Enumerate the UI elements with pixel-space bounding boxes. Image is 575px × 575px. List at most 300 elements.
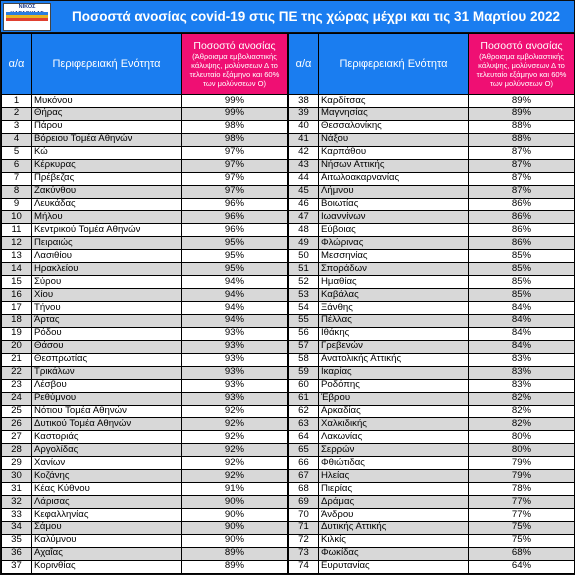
row-immunity: 86% <box>469 224 575 237</box>
table-row <box>289 444 575 457</box>
row-immunity: 80% <box>469 431 575 444</box>
table-row <box>2 457 288 470</box>
table-row <box>2 133 288 146</box>
row-region: Λασιθίου <box>32 250 182 263</box>
row-immunity: 87% <box>469 146 575 159</box>
table-row <box>2 327 288 340</box>
row-region: Σποράδων <box>319 263 469 276</box>
row-immunity: 75% <box>469 534 575 547</box>
row-immunity: 92% <box>182 405 288 418</box>
row-region: Πιερίας <box>319 483 469 496</box>
row-region: Νότιου Τομέα Αθηνών <box>32 405 182 418</box>
row-number: 3 <box>2 120 32 133</box>
table-row <box>2 379 288 392</box>
table-row <box>289 95 575 108</box>
table-row <box>289 185 575 198</box>
row-number: 1 <box>2 95 32 108</box>
table-row <box>289 314 575 327</box>
row-immunity: 75% <box>469 521 575 534</box>
table-row <box>289 405 575 418</box>
table-row <box>289 392 575 405</box>
row-region: Λέσβου <box>32 379 182 392</box>
row-number: 33 <box>2 509 32 522</box>
row-immunity: 85% <box>469 250 575 263</box>
row-region: Αιτωλοακαρνανίας <box>319 172 469 185</box>
row-immunity: 83% <box>469 379 575 392</box>
table-row <box>289 534 575 547</box>
table-row <box>289 146 575 159</box>
row-immunity: 87% <box>469 185 575 198</box>
row-number: 58 <box>289 353 319 366</box>
table-row <box>289 224 575 237</box>
row-number: 22 <box>2 366 32 379</box>
row-region: Μυκόνου <box>32 95 182 108</box>
row-immunity: 85% <box>469 289 575 302</box>
row-region: Αρκαδίας <box>319 405 469 418</box>
row-immunity: 93% <box>182 327 288 340</box>
row-region: Λήμνου <box>319 185 469 198</box>
row-number: 56 <box>289 327 319 340</box>
row-number: 62 <box>289 405 319 418</box>
row-immunity: 90% <box>182 509 288 522</box>
table-row <box>2 159 288 172</box>
row-number: 16 <box>2 289 32 302</box>
row-region: Θεσσαλονίκης <box>319 120 469 133</box>
row-immunity: 82% <box>469 405 575 418</box>
row-immunity: 98% <box>182 120 288 133</box>
row-region: Ευρυτανίας <box>319 560 469 573</box>
table-row <box>2 146 288 159</box>
header-immunity-note: (Άθροισμα εμβολιαστικής κάλυψης, μολύνσεων Δ το τελευταίο εξάμηνο και 60% των μολύνσεων Ο) <box>476 52 567 88</box>
row-immunity: 92% <box>182 431 288 444</box>
table-right-body <box>289 95 575 574</box>
row-number: 68 <box>289 483 319 496</box>
table-row <box>2 560 288 573</box>
table-row <box>2 263 288 276</box>
row-region: Ρεθύμνου <box>32 392 182 405</box>
table-row <box>2 418 288 431</box>
row-region: Σύρου <box>32 276 182 289</box>
row-number: 53 <box>289 289 319 302</box>
table-row <box>289 418 575 431</box>
row-immunity: 89% <box>182 547 288 560</box>
row-number: 63 <box>289 418 319 431</box>
row-number: 26 <box>2 418 32 431</box>
row-region: Ιωαννίνων <box>319 211 469 224</box>
row-number: 5 <box>2 146 32 159</box>
row-region: Νάξου <box>319 133 469 146</box>
row-number: 15 <box>2 276 32 289</box>
table-row <box>289 172 575 185</box>
row-region: Ηρακλείου <box>32 263 182 276</box>
row-immunity: 97% <box>182 146 288 159</box>
row-region: Μήλου <box>32 211 182 224</box>
row-immunity: 84% <box>469 327 575 340</box>
row-number: 27 <box>2 431 32 444</box>
row-region: Φθιώτιδας <box>319 457 469 470</box>
row-number: 50 <box>289 250 319 263</box>
row-immunity: 94% <box>182 276 288 289</box>
row-region: Καρδίτσας <box>319 95 469 108</box>
row-immunity: 88% <box>469 133 575 146</box>
table-row <box>289 107 575 120</box>
row-immunity: 79% <box>469 470 575 483</box>
logo-stripes-icon <box>6 12 48 21</box>
row-region: Κοζάνης <box>32 470 182 483</box>
table-row <box>289 457 575 470</box>
row-number: 34 <box>2 521 32 534</box>
table-row <box>2 405 288 418</box>
row-number: 12 <box>2 237 32 250</box>
row-immunity: 88% <box>469 120 575 133</box>
table-row <box>2 211 288 224</box>
row-immunity: 92% <box>182 418 288 431</box>
row-region: Δυτικού Τομέα Αθηνών <box>32 418 182 431</box>
header-immunity-title: Ποσοστό ανοσίας <box>193 40 276 52</box>
row-region: Άρτας <box>32 314 182 327</box>
table-row <box>289 340 575 353</box>
author-logo <box>3 3 51 31</box>
table-row <box>289 547 575 560</box>
row-region: Φλώρινας <box>319 237 469 250</box>
row-region: Ιθάκης <box>319 327 469 340</box>
row-number: 29 <box>2 457 32 470</box>
row-region: Ανατολικής Αττικής <box>319 353 469 366</box>
table-row <box>2 95 288 108</box>
row-immunity: 82% <box>469 392 575 405</box>
row-region: Λευκάδας <box>32 198 182 211</box>
row-immunity: 87% <box>469 172 575 185</box>
row-immunity: 85% <box>469 263 575 276</box>
header-immunity-note: (Άθροισμα εμβολιαστικής κάλυψης, μολύνσεων Δ το τελευταίο εξάμηνο και 60% των μολύνσεων Ο) <box>189 52 280 88</box>
row-immunity: 94% <box>182 302 288 315</box>
row-immunity: 91% <box>182 483 288 496</box>
row-region: Καβάλας <box>319 289 469 302</box>
row-region: Αχαΐας <box>32 547 182 560</box>
row-region: Τρικάλων <box>32 366 182 379</box>
row-immunity: 99% <box>182 95 288 108</box>
table-row <box>289 521 575 534</box>
table-row <box>2 547 288 560</box>
row-region: Ρόδου <box>32 327 182 340</box>
row-region: Δυτικής Αττικής <box>319 521 469 534</box>
row-number: 19 <box>2 327 32 340</box>
row-immunity: 80% <box>469 444 575 457</box>
row-number: 71 <box>289 521 319 534</box>
row-immunity: 93% <box>182 353 288 366</box>
header-immunity <box>182 34 288 95</box>
row-number: 60 <box>289 379 319 392</box>
row-immunity: 77% <box>469 509 575 522</box>
row-immunity: 83% <box>469 366 575 379</box>
table-row <box>289 496 575 509</box>
row-number: 49 <box>289 237 319 250</box>
table-row <box>2 120 288 133</box>
table-row <box>289 263 575 276</box>
row-number: 13 <box>2 250 32 263</box>
row-number: 43 <box>289 159 319 172</box>
row-immunity: 90% <box>182 496 288 509</box>
row-region: Πειραιώς <box>32 237 182 250</box>
row-immunity: 64% <box>469 560 575 573</box>
row-region: Πάρου <box>32 120 182 133</box>
table-row <box>2 509 288 522</box>
row-number: 52 <box>289 276 319 289</box>
row-number: 51 <box>289 263 319 276</box>
row-number: 32 <box>2 496 32 509</box>
header-immunity-title: Ποσοστό ανοσίας <box>480 40 563 52</box>
row-number: 20 <box>2 340 32 353</box>
row-number: 18 <box>2 314 32 327</box>
row-immunity: 96% <box>182 224 288 237</box>
table-row <box>289 133 575 146</box>
table-row <box>289 470 575 483</box>
table-row <box>2 314 288 327</box>
row-region: Τήνου <box>32 302 182 315</box>
table-header-row <box>289 34 575 95</box>
row-number: 7 <box>2 172 32 185</box>
table-row <box>2 521 288 534</box>
row-immunity: 83% <box>469 353 575 366</box>
table-row <box>289 509 575 522</box>
table-row <box>289 120 575 133</box>
row-region: Σερρών <box>319 444 469 457</box>
row-number: 74 <box>289 560 319 573</box>
row-region: Σάμου <box>32 521 182 534</box>
row-immunity: 97% <box>182 159 288 172</box>
page-title: Ποσοστά ανοσίας covid-19 στις ΠΕ της χώρας μέχρι και τις 31 Μαρτίου 2022 <box>71 9 561 24</box>
row-immunity: 96% <box>182 198 288 211</box>
row-number: 2 <box>2 107 32 120</box>
row-immunity: 95% <box>182 263 288 276</box>
table-right <box>288 33 575 574</box>
row-number: 48 <box>289 224 319 237</box>
row-number: 4 <box>2 133 32 146</box>
row-immunity: 89% <box>182 560 288 573</box>
row-immunity: 90% <box>182 521 288 534</box>
table-row <box>2 276 288 289</box>
row-region: Κέρκυρας <box>32 159 182 172</box>
row-immunity: 84% <box>469 340 575 353</box>
title-bar <box>1 1 574 32</box>
row-region: Ζακύνθου <box>32 185 182 198</box>
row-immunity: 92% <box>182 470 288 483</box>
table-row <box>289 276 575 289</box>
row-number: 54 <box>289 302 319 315</box>
row-region: Ηλείας <box>319 470 469 483</box>
row-number: 40 <box>289 120 319 133</box>
row-region: Βοιωτίας <box>319 198 469 211</box>
row-region: Άνδρου <box>319 509 469 522</box>
table-row <box>289 379 575 392</box>
row-number: 72 <box>289 534 319 547</box>
row-immunity: 86% <box>469 237 575 250</box>
row-number: 35 <box>2 534 32 547</box>
row-region: Κώ <box>32 146 182 159</box>
row-region: Θάσου <box>32 340 182 353</box>
row-number: 64 <box>289 431 319 444</box>
row-immunity: 78% <box>469 483 575 496</box>
row-immunity: 92% <box>182 444 288 457</box>
table-row <box>2 302 288 315</box>
row-immunity: 92% <box>182 457 288 470</box>
row-immunity: 94% <box>182 289 288 302</box>
row-region: Λακωνίας <box>319 431 469 444</box>
table-header-row <box>2 34 288 95</box>
table-row <box>289 431 575 444</box>
row-immunity: 97% <box>182 185 288 198</box>
row-number: 37 <box>2 560 32 573</box>
row-number: 44 <box>289 172 319 185</box>
table-row <box>2 483 288 496</box>
row-immunity: 93% <box>182 379 288 392</box>
row-region: Κεφαλληνίας <box>32 509 182 522</box>
row-immunity: 93% <box>182 366 288 379</box>
row-immunity: 93% <box>182 340 288 353</box>
row-region: Πρέβεζας <box>32 172 182 185</box>
table-row <box>2 366 288 379</box>
table-row <box>289 353 575 366</box>
table-row <box>289 289 575 302</box>
row-number: 25 <box>2 405 32 418</box>
table-row <box>2 107 288 120</box>
row-number: 8 <box>2 185 32 198</box>
row-immunity: 98% <box>182 133 288 146</box>
table-left <box>1 33 288 574</box>
row-number: 69 <box>289 496 319 509</box>
row-number: 9 <box>2 198 32 211</box>
table-row <box>2 198 288 211</box>
row-number: 57 <box>289 340 319 353</box>
table-row <box>2 224 288 237</box>
row-number: 36 <box>2 547 32 560</box>
table-row <box>2 496 288 509</box>
logo-name: ΝΙΚΟΣ <box>18 4 36 10</box>
row-region: Βόρειου Τομέα Αθηνών <box>32 133 182 146</box>
table-row <box>2 237 288 250</box>
row-number: 38 <box>289 95 319 108</box>
header-immunity <box>469 34 575 95</box>
table-row <box>289 327 575 340</box>
row-region: Αργολίδας <box>32 444 182 457</box>
row-region: Γρεβενών <box>319 340 469 353</box>
row-number: 45 <box>289 185 319 198</box>
row-number: 23 <box>2 379 32 392</box>
row-number: 30 <box>2 470 32 483</box>
row-immunity: 82% <box>469 418 575 431</box>
row-region: Ροδόπης <box>319 379 469 392</box>
row-immunity: 84% <box>469 302 575 315</box>
table-row <box>289 159 575 172</box>
row-region: Ημαθίας <box>319 276 469 289</box>
row-region: Λάρισας <box>32 496 182 509</box>
row-immunity: 99% <box>182 107 288 120</box>
table-row <box>289 198 575 211</box>
row-number: 67 <box>289 470 319 483</box>
table-row <box>2 172 288 185</box>
table-row <box>2 185 288 198</box>
row-region: Ικαρίας <box>319 366 469 379</box>
row-number: 39 <box>289 107 319 120</box>
row-region: Καρπάθου <box>319 146 469 159</box>
row-region: Νήσων Αττικής <box>319 159 469 172</box>
row-region: Μεσσηνίας <box>319 250 469 263</box>
row-immunity: 86% <box>469 211 575 224</box>
row-number: 24 <box>2 392 32 405</box>
row-number: 66 <box>289 457 319 470</box>
row-number: 70 <box>289 509 319 522</box>
row-number: 41 <box>289 133 319 146</box>
row-immunity: 93% <box>182 392 288 405</box>
header-region: Περιφερειακή Ενότητα <box>32 34 182 95</box>
row-number: 55 <box>289 314 319 327</box>
row-number: 17 <box>2 302 32 315</box>
row-region: Πέλλας <box>319 314 469 327</box>
row-number: 11 <box>2 224 32 237</box>
table-row <box>289 302 575 315</box>
row-region: Χίου <box>32 289 182 302</box>
row-immunity: 87% <box>469 159 575 172</box>
row-number: 14 <box>2 263 32 276</box>
row-immunity: 89% <box>469 107 575 120</box>
row-number: 61 <box>289 392 319 405</box>
row-number: 65 <box>289 444 319 457</box>
row-number: 47 <box>289 211 319 224</box>
row-number: 46 <box>289 198 319 211</box>
row-region: Φωκίδας <box>319 547 469 560</box>
row-number: 31 <box>2 483 32 496</box>
row-region: Καστοριάς <box>32 431 182 444</box>
table-row <box>289 211 575 224</box>
row-immunity: 90% <box>182 534 288 547</box>
row-immunity: 84% <box>469 314 575 327</box>
row-immunity: 94% <box>182 314 288 327</box>
table-row <box>2 250 288 263</box>
table-row <box>2 289 288 302</box>
row-region: Χαλκιδικής <box>319 418 469 431</box>
table-left-body <box>2 95 288 574</box>
row-region: Έβρου <box>319 392 469 405</box>
row-region: Δράμας <box>319 496 469 509</box>
table-row <box>289 560 575 573</box>
row-immunity: 79% <box>469 457 575 470</box>
table-row <box>2 340 288 353</box>
row-region: Κεντρικού Τομέα Αθηνών <box>32 224 182 237</box>
row-number: 6 <box>2 159 32 172</box>
row-immunity: 85% <box>469 276 575 289</box>
row-immunity: 86% <box>469 198 575 211</box>
table-row <box>2 353 288 366</box>
row-region: Εύβοιας <box>319 224 469 237</box>
table-row <box>289 237 575 250</box>
row-number: 10 <box>2 211 32 224</box>
row-region: Θήρας <box>32 107 182 120</box>
row-immunity: 68% <box>469 547 575 560</box>
row-region: Θεσπρωτίας <box>32 353 182 366</box>
row-immunity: 96% <box>182 211 288 224</box>
row-region: Κέας Κύθνου <box>32 483 182 496</box>
row-immunity: 97% <box>182 172 288 185</box>
row-immunity: 95% <box>182 237 288 250</box>
table-row <box>2 470 288 483</box>
row-immunity: 89% <box>469 95 575 108</box>
table-row <box>2 392 288 405</box>
row-immunity: 77% <box>469 496 575 509</box>
row-number: 21 <box>2 353 32 366</box>
row-region: Χανίων <box>32 457 182 470</box>
table-row <box>289 483 575 496</box>
row-region: Ξάνθης <box>319 302 469 315</box>
